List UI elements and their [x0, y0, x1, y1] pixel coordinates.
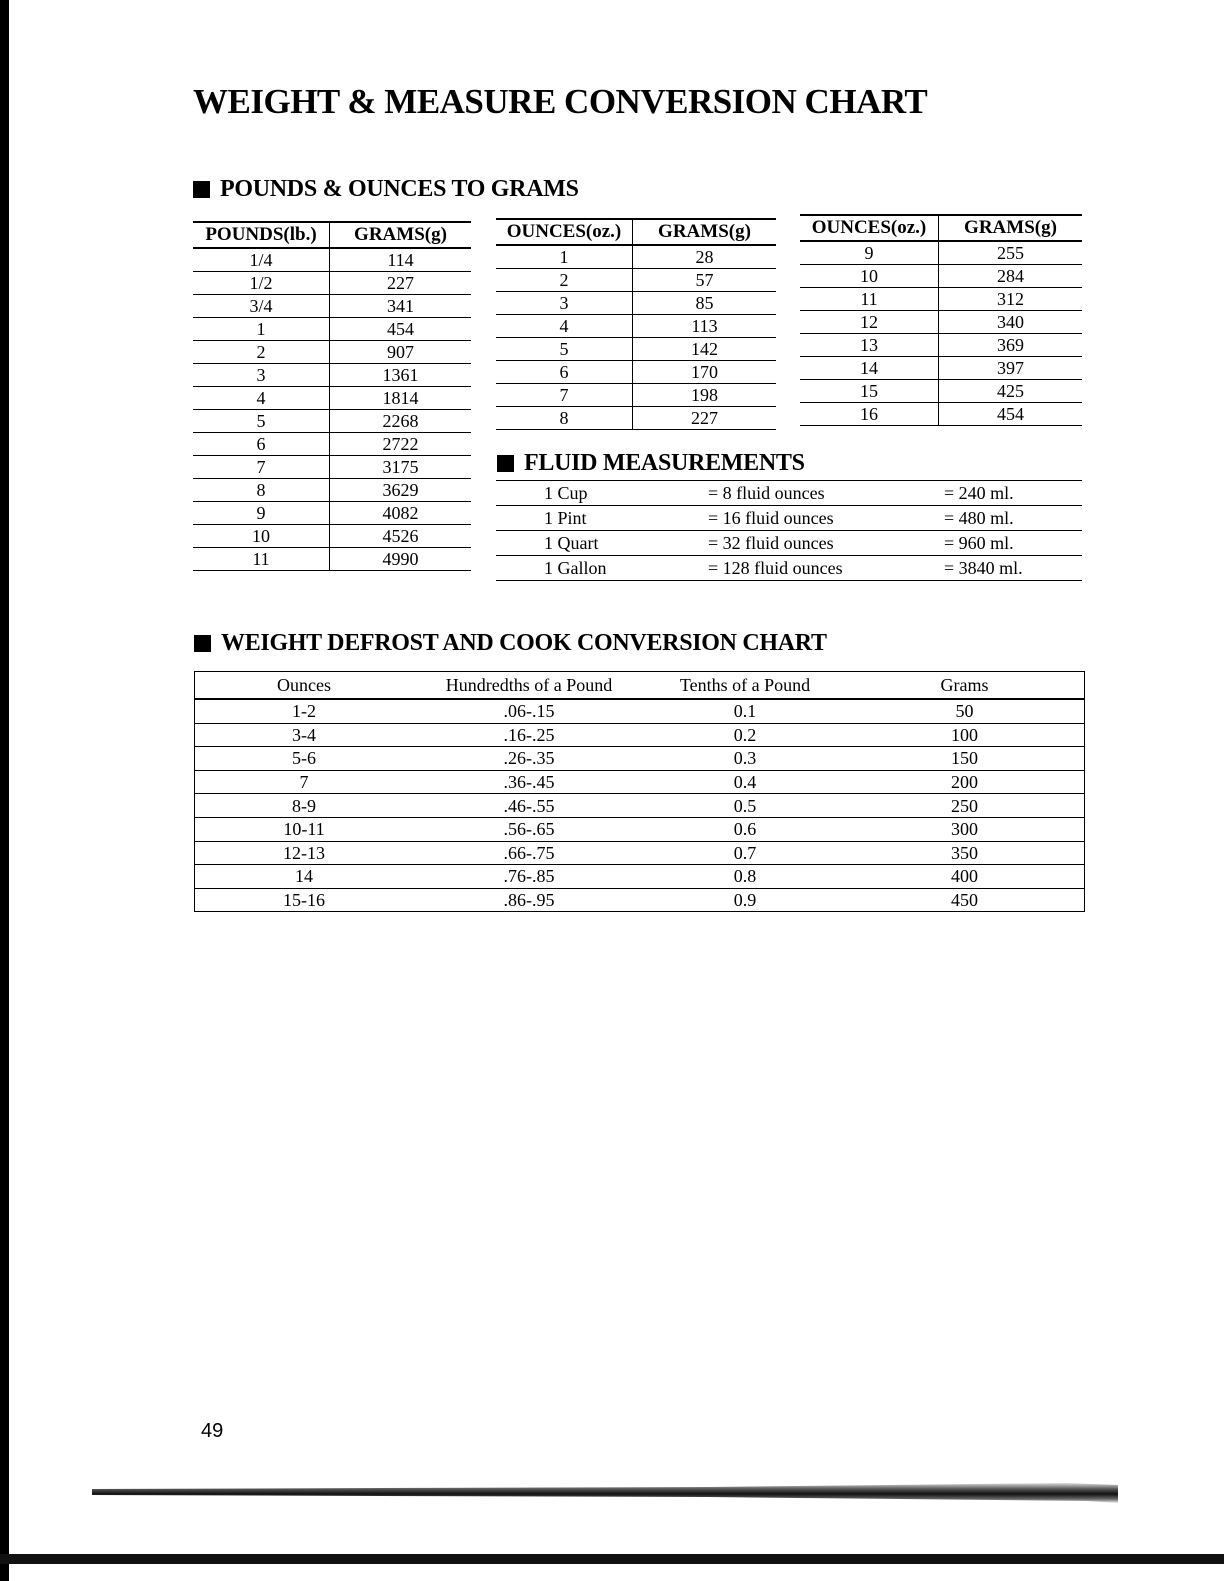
table-row	[193, 272, 471, 295]
fluid-ml: = 240 ml.	[944, 483, 1014, 503]
table-cell: 7	[193, 456, 330, 479]
table-row	[800, 265, 1082, 288]
column-header: Tenths of a Pound	[645, 672, 845, 700]
pounds-table-body	[193, 248, 471, 571]
table-cell: 12	[800, 311, 939, 334]
table-row	[193, 502, 471, 525]
table-row	[193, 248, 471, 272]
table-row	[193, 341, 471, 364]
table-cell: 11	[193, 548, 330, 571]
table-cell: 7	[195, 770, 414, 794]
table-row	[195, 841, 1085, 865]
table-row	[193, 295, 471, 318]
table-cell: 200	[845, 770, 1085, 794]
table-row	[195, 888, 1085, 912]
square-bullet-icon	[497, 455, 514, 472]
fluid-ounces: = 128 fluid ounces	[708, 558, 843, 578]
table-row	[193, 318, 471, 341]
table-cell: 4082	[330, 502, 472, 525]
table-cell: 312	[939, 288, 1083, 311]
table-cell: 454	[939, 403, 1083, 426]
table-cell: 350	[845, 841, 1085, 865]
ounces-table-1-body	[496, 245, 776, 430]
table-cell: 284	[939, 265, 1083, 288]
table-row	[800, 380, 1082, 403]
table-cell: 0.2	[645, 723, 845, 747]
table-cell: 142	[633, 338, 777, 361]
table-cell: 170	[633, 361, 777, 384]
table-cell: 0.7	[645, 841, 845, 865]
table-cell: 10	[193, 525, 330, 548]
table-cell: 0.8	[645, 865, 845, 889]
table-cell: 400	[845, 865, 1085, 889]
table-row	[496, 384, 776, 407]
table-row	[193, 433, 471, 456]
table-row	[193, 410, 471, 433]
table-cell: 2268	[330, 410, 472, 433]
ounces-grams-table-1	[496, 218, 776, 430]
fluid-ml: = 960 ml.	[944, 533, 1014, 553]
table-row	[800, 311, 1082, 334]
defrost-section-heading	[194, 630, 827, 657]
defrost-table-body	[195, 699, 1085, 912]
table-cell: 57	[633, 269, 777, 292]
table-cell: 8	[193, 479, 330, 502]
table-cell: 227	[633, 407, 777, 430]
table-cell: 3629	[330, 479, 472, 502]
table-cell: 2722	[330, 433, 472, 456]
table-cell: 4	[496, 315, 633, 338]
table-cell: 5-6	[195, 747, 414, 771]
table-cell: 15-16	[195, 888, 414, 912]
ounces-table-2-body	[800, 241, 1082, 426]
table-cell: 255	[939, 241, 1083, 265]
square-bullet-icon	[194, 635, 211, 652]
table-cell: 100	[845, 723, 1085, 747]
table-row	[195, 699, 1085, 723]
table-row	[193, 548, 471, 571]
table-row	[496, 315, 776, 338]
table-cell: 0.5	[645, 794, 845, 818]
fluid-row	[496, 505, 1082, 530]
table-cell: 425	[939, 380, 1083, 403]
table-cell: 0.9	[645, 888, 845, 912]
table-cell: 1/2	[193, 272, 330, 295]
scan-left-edge	[0, 0, 9, 1581]
column-header: OUNCES(oz.)	[496, 219, 633, 245]
table-cell: 0.1	[645, 699, 845, 723]
table-row	[195, 794, 1085, 818]
table-row	[193, 456, 471, 479]
table-cell: 3	[193, 364, 330, 387]
table-cell: 250	[845, 794, 1085, 818]
table-cell: .66-.75	[413, 841, 645, 865]
table-cell: 0.6	[645, 817, 845, 841]
table-row	[496, 361, 776, 384]
table-cell: 300	[845, 817, 1085, 841]
table-cell: 340	[939, 311, 1083, 334]
table-cell: 16	[800, 403, 939, 426]
column-header: Grams	[845, 672, 1085, 700]
table-cell: 12-13	[195, 841, 414, 865]
table-cell: 454	[330, 318, 472, 341]
table-cell: 10	[800, 265, 939, 288]
table-cell: .36-.45	[413, 770, 645, 794]
table-row	[195, 747, 1085, 771]
table-cell: .56-.65	[413, 817, 645, 841]
defrost-section-title: WEIGHT DEFROST AND COOK CONVERSION CHART	[221, 630, 827, 656]
table-cell: 1	[193, 318, 330, 341]
table-cell: 13	[800, 334, 939, 357]
defrost-conversion-table	[194, 671, 1085, 912]
fluid-section-heading	[497, 450, 805, 477]
table-row	[193, 387, 471, 410]
table-row	[496, 269, 776, 292]
table-cell: 1-2	[195, 699, 414, 723]
column-header: Ounces	[195, 672, 414, 700]
fluid-row	[496, 555, 1082, 581]
table-cell: 11	[800, 288, 939, 311]
fluid-unit: 1 Pint	[544, 508, 587, 528]
table-cell: .86-.95	[413, 888, 645, 912]
table-cell: 28	[633, 245, 777, 269]
page-title: WEIGHT & MEASURE CONVERSION CHART	[193, 82, 928, 121]
table-row	[193, 525, 471, 548]
fluid-section-title: FLUID MEASUREMENTS	[524, 450, 805, 476]
pounds-grams-table	[193, 221, 471, 571]
table-cell: 450	[845, 888, 1085, 912]
table-row	[800, 334, 1082, 357]
table-cell: .16-.25	[413, 723, 645, 747]
fluid-unit: 1 Quart	[544, 533, 599, 553]
table-cell: 150	[845, 747, 1085, 771]
table-cell: 4990	[330, 548, 472, 571]
table-cell: 6	[193, 433, 330, 456]
table-row	[195, 817, 1085, 841]
table-cell: 6	[496, 361, 633, 384]
fluid-row	[496, 530, 1082, 555]
table-row	[496, 407, 776, 430]
ounces-grams-table-2	[800, 214, 1082, 426]
table-cell: .46-.55	[413, 794, 645, 818]
fluid-unit: 1 Cup	[544, 483, 588, 503]
table-cell: 0.3	[645, 747, 845, 771]
table-cell: 10-11	[195, 817, 414, 841]
table-cell: 227	[330, 272, 472, 295]
column-header: GRAMS(g)	[633, 219, 777, 245]
table-cell: 397	[939, 357, 1083, 380]
column-header: GRAMS(g)	[939, 215, 1083, 241]
scan-bottom-edge	[0, 1554, 1224, 1564]
table-cell: 14	[195, 865, 414, 889]
table-cell: 114	[330, 248, 472, 272]
table-cell: 5	[193, 410, 330, 433]
table-cell: 50	[845, 699, 1085, 723]
table-cell: 3175	[330, 456, 472, 479]
table-cell: 8-9	[195, 794, 414, 818]
table-cell: 14	[800, 357, 939, 380]
table-row	[193, 364, 471, 387]
table-cell: 4526	[330, 525, 472, 548]
table-cell: 1/4	[193, 248, 330, 272]
page-number: 49	[201, 1420, 224, 1442]
table-cell: 5	[496, 338, 633, 361]
column-header: OUNCES(oz.)	[800, 215, 939, 241]
fluid-unit: 1 Gallon	[544, 558, 607, 578]
fluid-ounces: = 32 fluid ounces	[708, 533, 834, 553]
table-cell: 3	[496, 292, 633, 315]
table-cell: 1	[496, 245, 633, 269]
fluid-ml: = 480 ml.	[944, 508, 1014, 528]
table-cell: 3/4	[193, 295, 330, 318]
table-cell: 4	[193, 387, 330, 410]
table-row	[496, 245, 776, 269]
scan-artifact-strip	[92, 1483, 1118, 1503]
table-row	[496, 292, 776, 315]
table-cell: .06-.15	[413, 699, 645, 723]
table-row	[800, 241, 1082, 265]
column-header: Hundredths of a Pound	[413, 672, 645, 700]
pounds-section-heading	[193, 176, 579, 203]
table-cell: .26-.35	[413, 747, 645, 771]
table-row	[800, 403, 1082, 426]
table-row	[800, 357, 1082, 380]
pounds-section-title: POUNDS & OUNCES TO GRAMS	[220, 176, 579, 202]
square-bullet-icon	[193, 181, 210, 198]
fluid-ounces: = 16 fluid ounces	[708, 508, 834, 528]
table-cell: 9	[193, 502, 330, 525]
table-cell: 341	[330, 295, 472, 318]
fluid-measurements-list	[496, 480, 1082, 581]
table-cell: 198	[633, 384, 777, 407]
table-cell: 113	[633, 315, 777, 338]
table-cell: 8	[496, 407, 633, 430]
table-cell: 1361	[330, 364, 472, 387]
table-cell: 1814	[330, 387, 472, 410]
table-cell: 907	[330, 341, 472, 364]
table-cell: 7	[496, 384, 633, 407]
table-cell: 3-4	[195, 723, 414, 747]
table-cell: 15	[800, 380, 939, 403]
table-cell: 2	[193, 341, 330, 364]
table-cell: 9	[800, 241, 939, 265]
table-row	[195, 865, 1085, 889]
table-cell: 0.4	[645, 770, 845, 794]
table-row	[195, 770, 1085, 794]
fluid-ounces: = 8 fluid ounces	[708, 483, 825, 503]
table-cell: 2	[496, 269, 633, 292]
table-cell: .76-.85	[413, 865, 645, 889]
table-cell: 369	[939, 334, 1083, 357]
table-row	[800, 288, 1082, 311]
table-row	[496, 338, 776, 361]
column-header: GRAMS(g)	[330, 222, 472, 248]
fluid-row	[496, 480, 1082, 505]
column-header: POUNDS(lb.)	[193, 222, 330, 248]
fluid-ml: = 3840 ml.	[944, 558, 1023, 578]
table-row	[193, 479, 471, 502]
table-cell: 85	[633, 292, 777, 315]
table-row	[195, 723, 1085, 747]
